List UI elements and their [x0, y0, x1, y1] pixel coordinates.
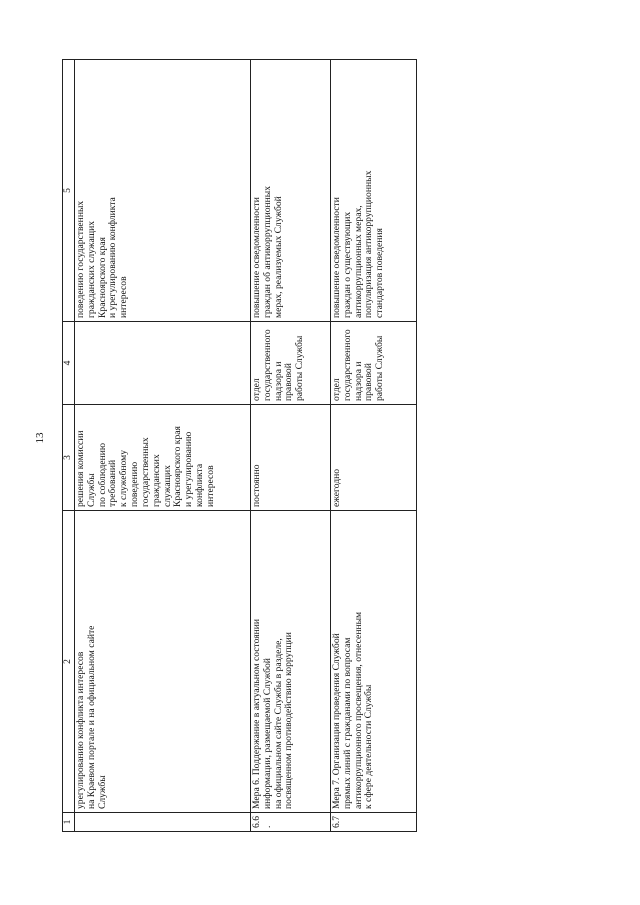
row-number-cell: 6.6. — [251, 813, 331, 832]
row-number-cell: 6.7 — [331, 813, 417, 832]
term-cell: постоянно — [251, 405, 331, 511]
header-cell: 4 — [63, 322, 75, 405]
result-cell: повышение осведомленности граждан об антикоррупционных мерах, реализуемых Службой — [251, 60, 331, 322]
header-cell: 5 — [63, 60, 75, 322]
row-number-cell — [75, 813, 251, 832]
result-cell: повышение осведомленности граждан о существующих антикоррупционных мерах, популяризация антикоррупционных стандартов поведения — [331, 60, 417, 322]
rotated-table-container — [62, 60, 418, 832]
page-number: 13 — [34, 432, 46, 444]
term-cell: решения комиссии Службы по соблюдению требований к служебному поведению государственных гражданских служащих Красноярского края и урегулированию конфликта интересов — [75, 405, 251, 511]
header-cell: 2 — [63, 511, 75, 813]
table-row — [331, 60, 417, 832]
measure-cell: Мера 6. Поддержание в актуальном состоянии информации, размещаемой Службой на официальном сайте Службы в разделе, посвященном противодействию коррупции — [251, 511, 331, 813]
table-row — [251, 60, 331, 832]
table-header-row — [63, 60, 75, 832]
measure-cell: Мера 7. Организация проведения Службой прямых линий с гражданами по вопросам антикоррупционного просвещения, отнесенным к сфере деятельности Службы — [331, 511, 417, 813]
header-cell: 1 — [63, 813, 75, 832]
measures-table — [62, 59, 417, 832]
term-cell: ежегодно — [331, 405, 417, 511]
measure-cell: урегулированию конфликта интересов на Краевом портале и на официальном сайте Службы — [75, 511, 251, 813]
result-cell: поведению государственных гражданских служащих Красноярского края и урегулированию конфликта интересов — [75, 60, 251, 322]
responsible-cell — [75, 322, 251, 405]
table-row — [75, 60, 251, 832]
responsible-cell: отдел государственного надзора и правовой работы Службы — [251, 322, 331, 405]
responsible-cell: отдел государственного надзора и правовой работы Службы — [331, 322, 417, 405]
header-cell: 3 — [63, 405, 75, 511]
